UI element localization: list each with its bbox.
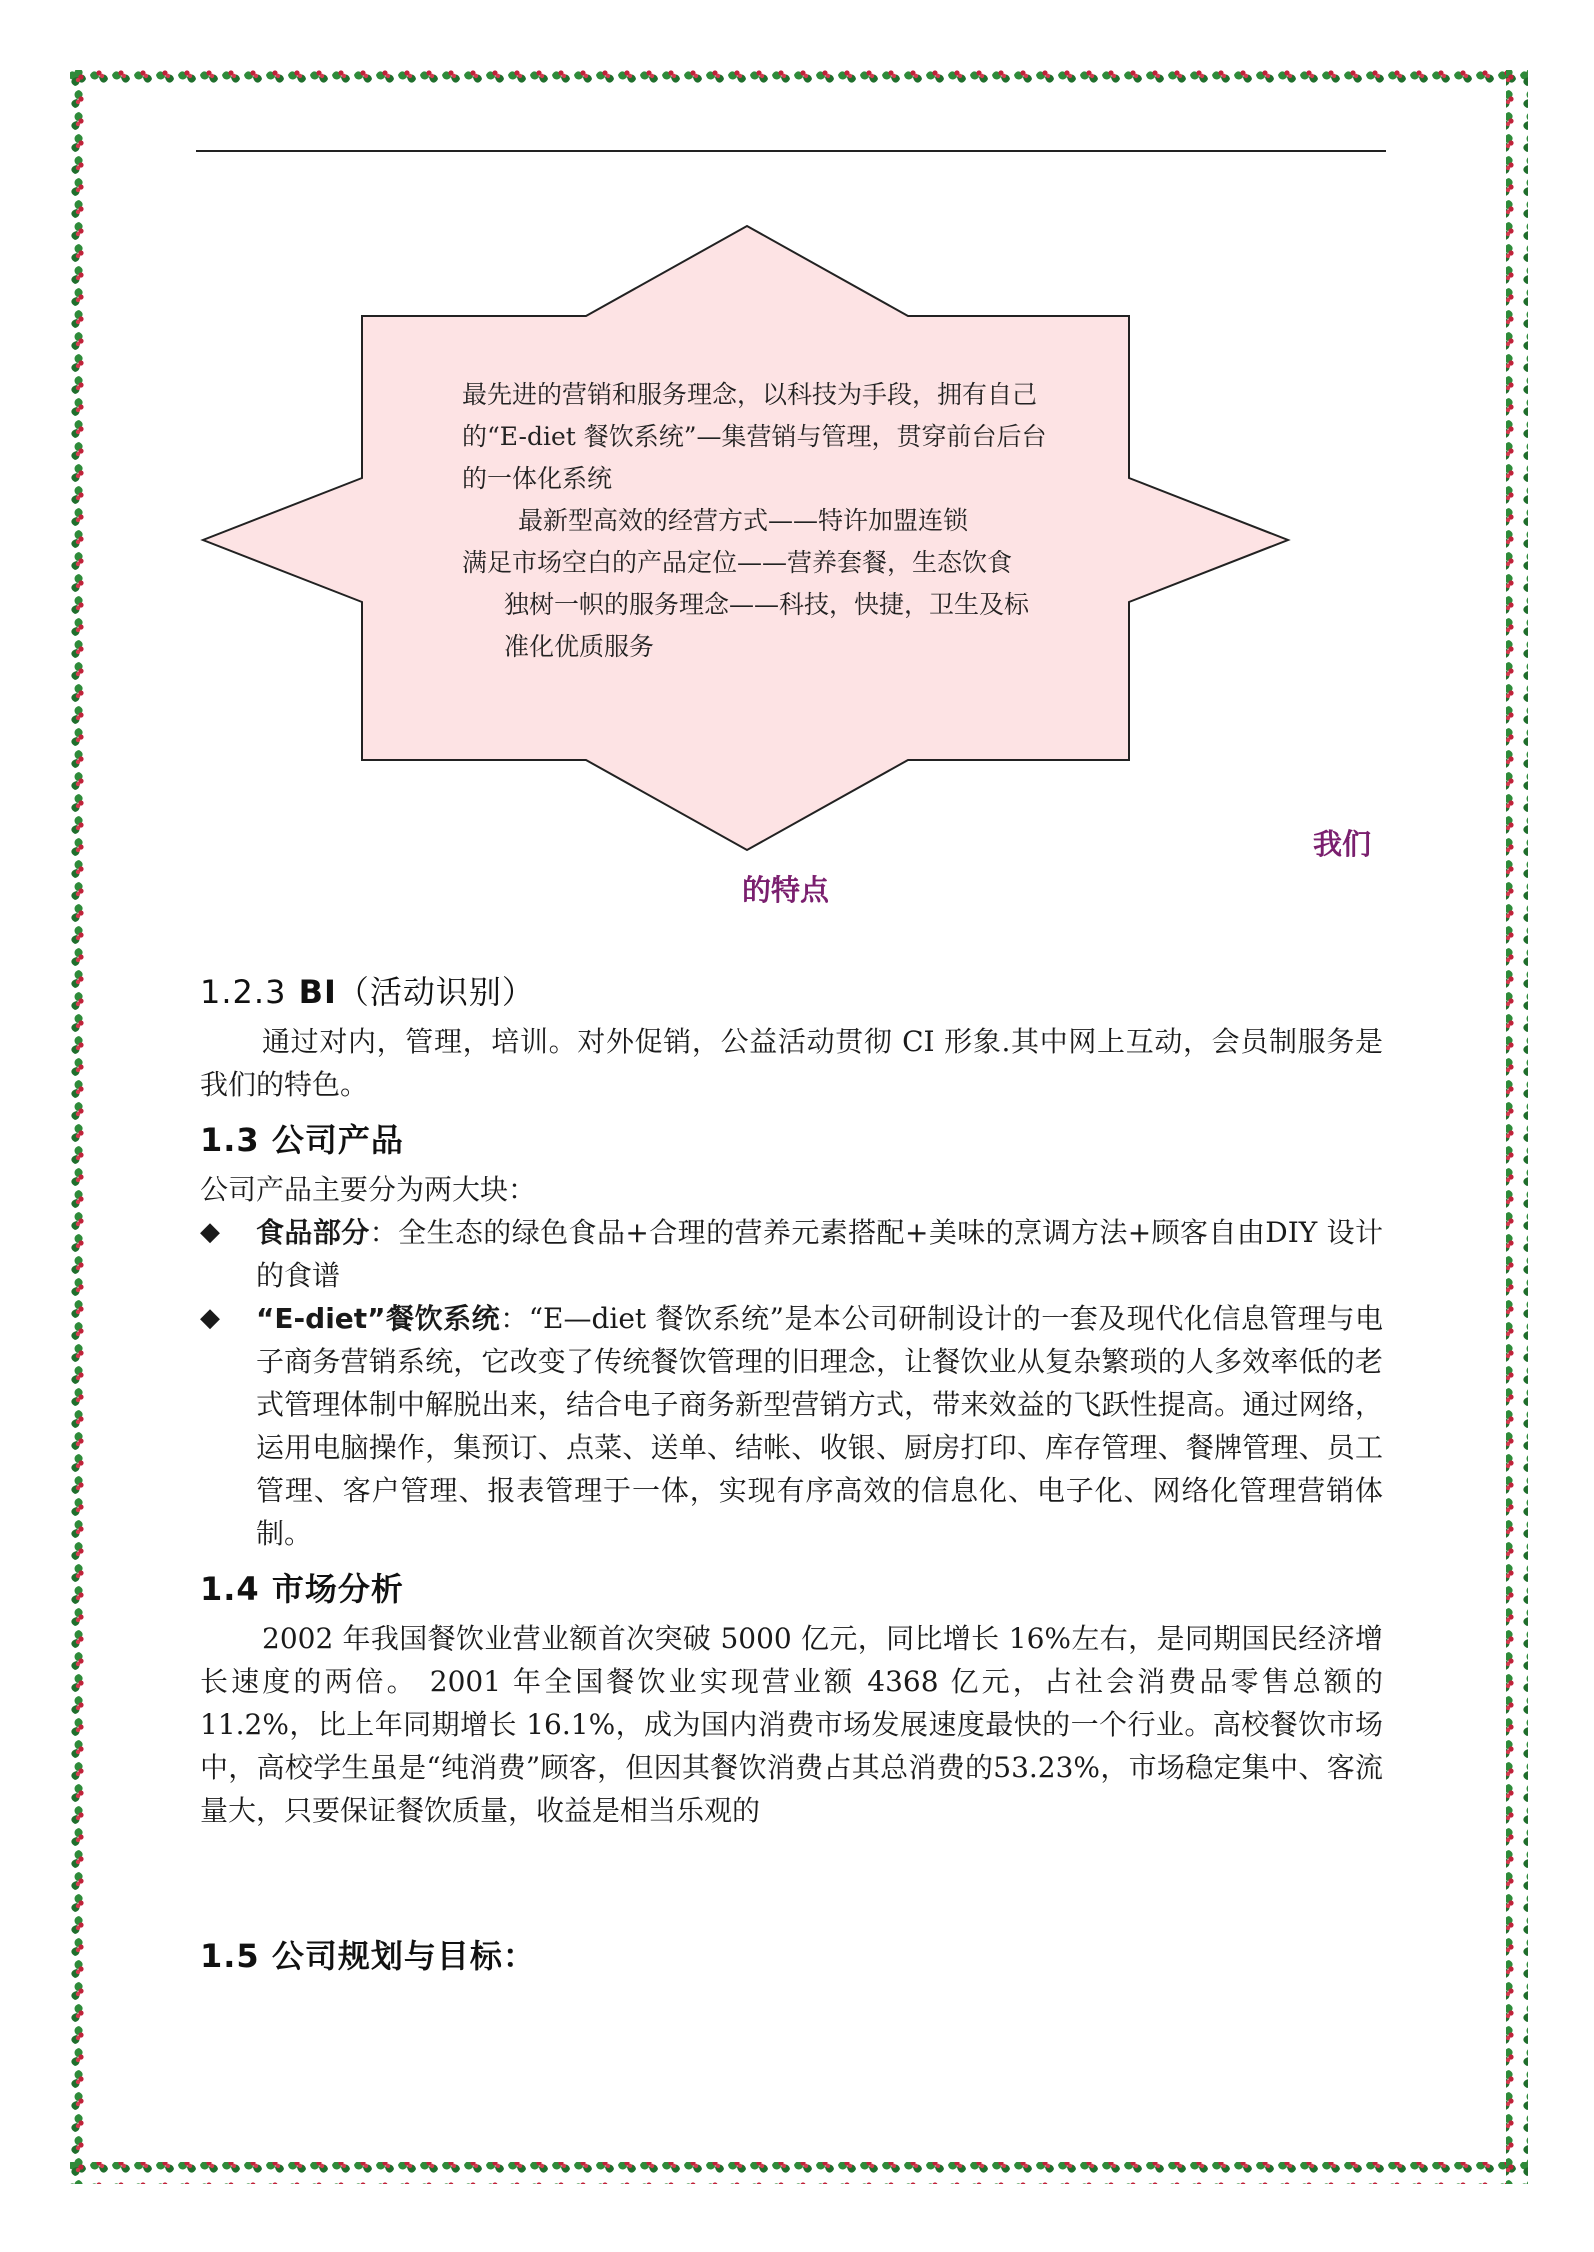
star-line-1: 最先进的营销和服务理念，以科技为手段，拥有自己的“E-diet 餐饮系统”—集营销与管理，贯穿前台后台的一体化系统 bbox=[462, 380, 1047, 493]
heading-bi bbox=[200, 964, 1383, 1020]
star-callout-text bbox=[462, 374, 1047, 668]
bullet-diamond-icon: ◆ bbox=[200, 1303, 220, 1333]
heading-bi-number: 1.2.3 bbox=[200, 973, 287, 1011]
product-item-ediet bbox=[200, 1297, 1383, 1555]
product-item-ediet-text: ：“E—diet 餐饮系统”是本公司研制设计的一套及现代化信息管理与电子商务营销系统，它改变了传统餐饮管理的旧理念，让餐饮业从复杂繁琐的人多效率低的老式管理体制中解脱出来，结合电子商务新型营销方式，带来效益的飞跃性提高。通过网络，运用电脑操作，集预订、点菜、送单、结帐、收银、厨房打印、库存管理、餐牌管理、员工管理、客户管理、报表管理于一体，实现有序高效的信息化、电子化、网络化管理营销体制。 bbox=[256, 1302, 1383, 1550]
heading-planning: 1.5 公司规划与目标： bbox=[200, 1937, 536, 1975]
product-item-food-text: ：全生态的绿色食品+合理的营养元素搭配+美味的烹调方法+顾客自由DIY 设计的食谱 bbox=[256, 1216, 1383, 1292]
product-item-food bbox=[200, 1211, 1383, 1297]
bullet-diamond-icon: ◆ bbox=[200, 1217, 220, 1247]
heading-market: 1.4 市场分析 bbox=[200, 1570, 404, 1608]
product-item-ediet-label: “E-diet”餐饮系统 bbox=[256, 1302, 501, 1335]
star-line-3: 满足市场空白的产品定位——营养套餐，生态饮食 bbox=[462, 548, 1013, 577]
heading-bi-bold: BI bbox=[298, 973, 337, 1011]
star-line-2: 最新型高效的经营方式——特许加盟连锁 bbox=[518, 506, 969, 535]
main-content bbox=[200, 964, 1383, 1984]
caption-part-1: 我们 bbox=[1313, 827, 1372, 861]
star-line-4: 独树一帜的服务理念——科技，快捷，卫生及标准化优质服务 bbox=[504, 590, 1030, 661]
caption-part-2: 的特点 bbox=[742, 873, 830, 907]
bi-paragraph: 通过对内，管理，培训。对外促销，公益活动贯彻 CI 形象.其中网上互动，会员制服务是我们的特色。 bbox=[200, 1025, 1383, 1101]
product-item-food-label: 食品部分 bbox=[256, 1216, 370, 1249]
products-intro: 公司产品主要分为两大块： bbox=[200, 1173, 537, 1206]
market-paragraph: 2002 年我国餐饮业营业额首次突破 5000 亿元，同比增长 16%左右，是同期国民经济增长速度的两倍。 2001 年全国餐饮业实现营业额 4368 亿元，占社会消费品零售总额的 11.2%，比上年同期增长 16.1%，成为国内消费市场发展速度最快的一个行业。高校餐饮市场中，高校学生虽是“纯消费”顾客，但因其餐饮消费占其总消费的53.23%，市场稳定集中、客流量大，只要保证餐饮质量，收益是相当乐观的 bbox=[200, 1622, 1383, 1827]
heading-bi-rest: （活动识别） bbox=[336, 973, 535, 1011]
heading-products: 1.3 公司产品 bbox=[200, 1121, 404, 1159]
